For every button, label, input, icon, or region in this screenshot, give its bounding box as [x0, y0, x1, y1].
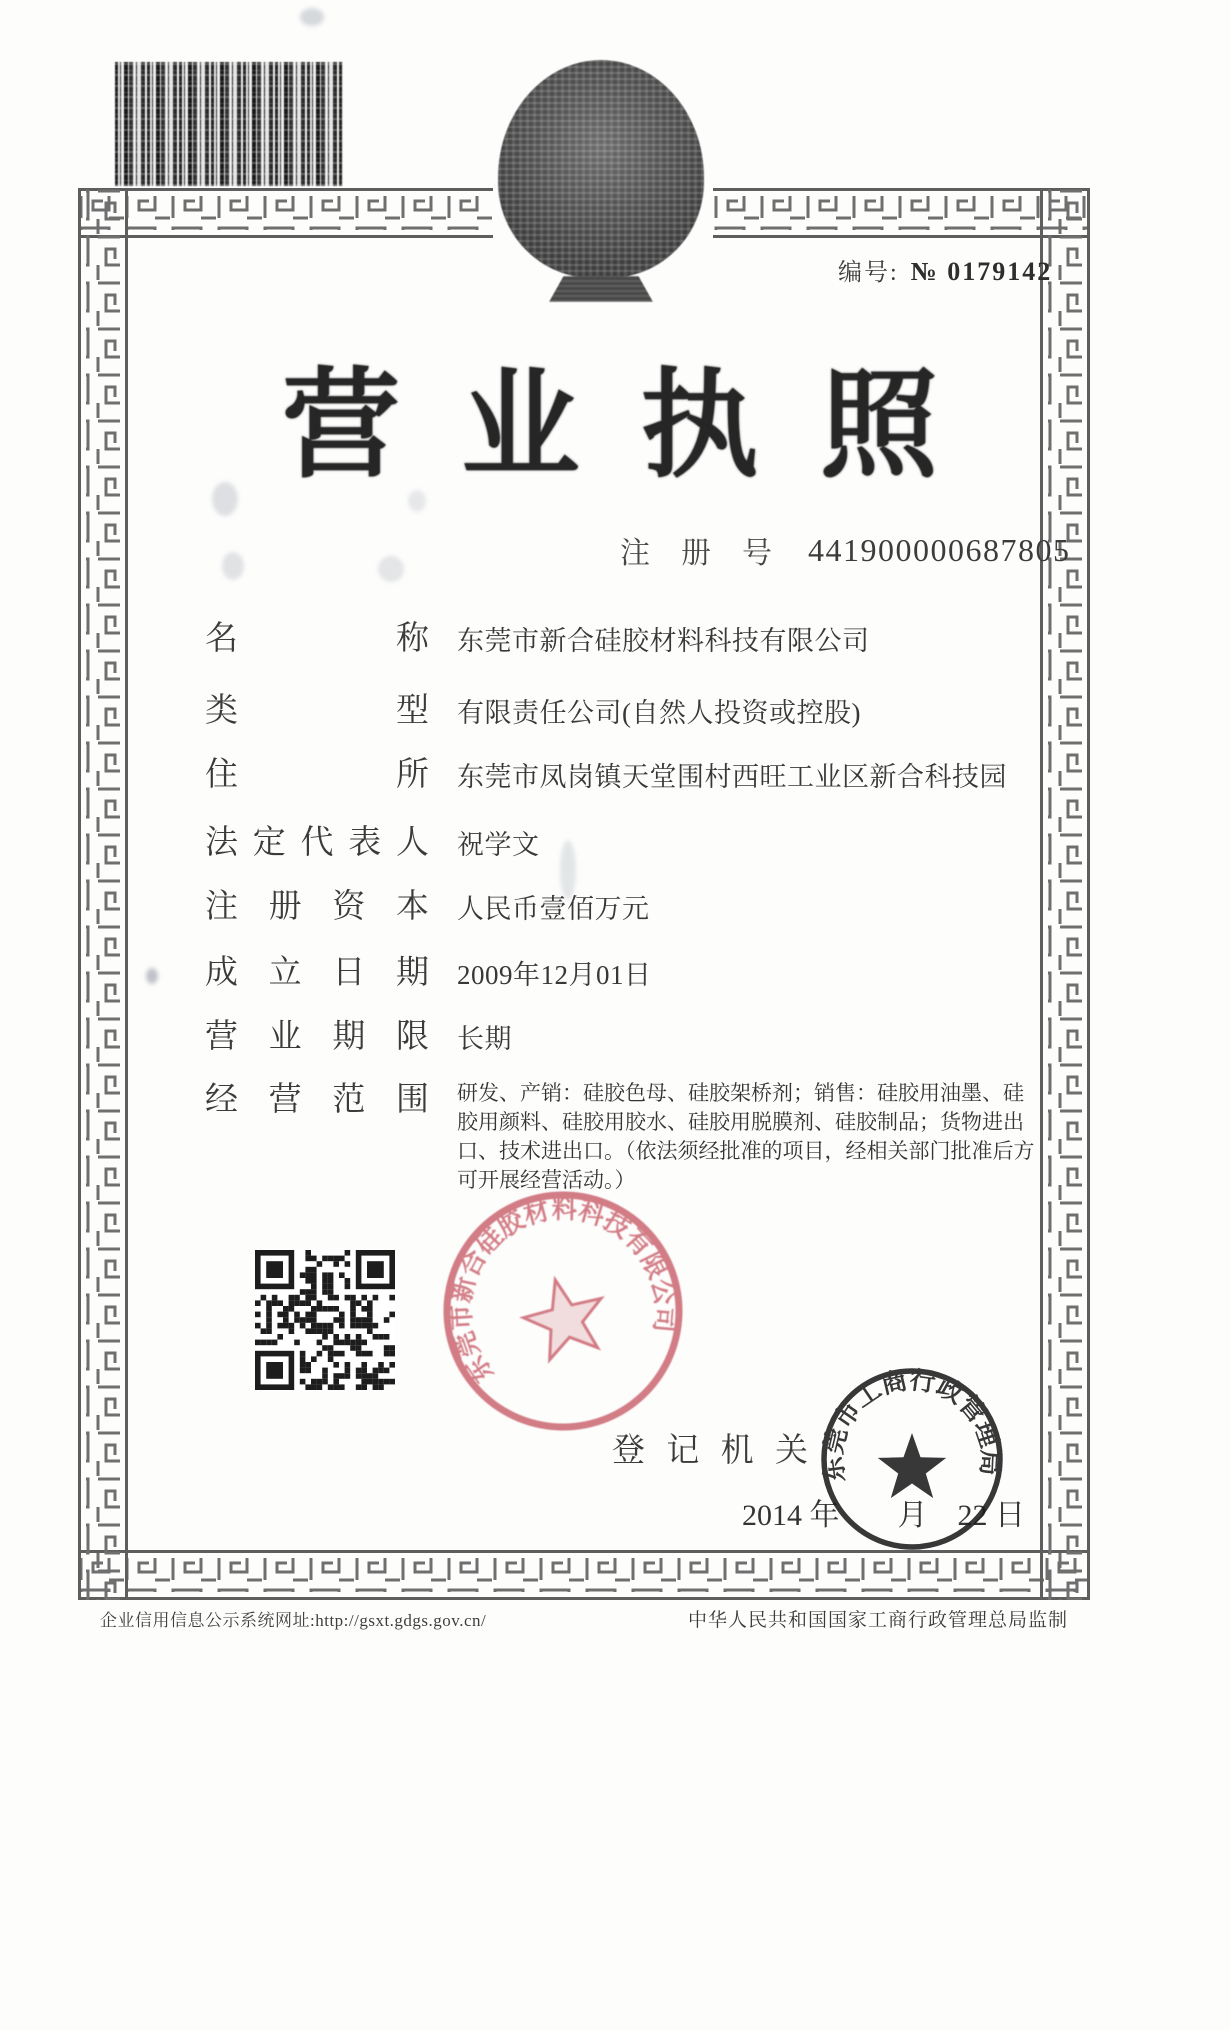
- field-value: 长期: [457, 1024, 512, 1054]
- barcode: [115, 62, 343, 186]
- authority-seal: [792, 1339, 1032, 1579]
- field-label: 营 业 期 限: [205, 1019, 429, 1055]
- field-label: 住 所: [205, 757, 429, 793]
- serial-value: № 0179142: [910, 257, 1053, 286]
- footer-public-info-url: 企业信用信息公示系统网址:http://gsxt.gdgs.gov.cn/: [100, 1611, 487, 1630]
- field-label: 注 册 资 本: [205, 889, 429, 925]
- field-label: 法 定 代 表 人: [205, 825, 429, 861]
- field-row-legal-representative: [205, 816, 1045, 864]
- scan-smudge: [378, 556, 404, 582]
- serial-label: 编号:: [838, 260, 899, 286]
- field-label: 成 立 日 期: [205, 955, 429, 991]
- field-label: 经 营 范 围: [205, 1082, 429, 1118]
- star-icon: [517, 1270, 613, 1363]
- footer-issuing-authority: 中华人民共和国国家工商行政管理总局监制: [688, 1610, 1069, 1631]
- document-title: 营 业 执 照: [282, 361, 938, 492]
- field-label: 类 型: [205, 693, 429, 729]
- serial-number-line: [838, 252, 1052, 287]
- scan-smudge: [300, 8, 324, 26]
- scan-smudge: [408, 490, 426, 512]
- company-seal-text: 东莞市新合硅胶材料科技有限公司: [445, 1193, 681, 1389]
- field-value: 东莞市凤岗镇天堂围村西旺工业区新合科技园: [457, 762, 1007, 792]
- field-label: 名 称: [205, 621, 429, 657]
- field-row-address: [205, 748, 1045, 796]
- field-value: 祝学文: [457, 830, 540, 860]
- issue-date-year: 2014 年: [742, 1499, 840, 1532]
- field-value: 人民币壹佰万元: [457, 894, 650, 924]
- issue-date-month-unit: 月: [897, 1499, 928, 1532]
- national-emblem-icon: [498, 60, 704, 278]
- field-row-business-scope: [205, 1073, 1045, 1192]
- registration-number-line: [620, 528, 1071, 572]
- field-row-type: [205, 684, 1045, 732]
- field-row-business-term: [205, 1010, 1045, 1058]
- field-value: 有限责任公司(自然人投资或控股): [457, 698, 861, 728]
- registration-value: 441900000687805: [808, 531, 1071, 568]
- scan-smudge: [212, 482, 238, 516]
- field-row-registered-capital: [205, 880, 1045, 928]
- star-icon: [878, 1433, 946, 1498]
- field-row-establish-date: [205, 946, 1045, 994]
- registrar-label: 登 记 机 关: [612, 1433, 808, 1469]
- field-value: 研发、产销：硅胶色母、硅胶架桥剂；销售：硅胶用油墨、硅胶用颜料、硅胶用胶水、硅胶用脱膜剂、硅胶制品；货物进出口、技术进出口。（依法须经批准的项目，经相关部门批准后方可开展经营活动。）: [457, 1081, 1035, 1192]
- scan-smudge: [146, 968, 158, 984]
- field-value: 2009年12月01日: [457, 960, 652, 990]
- issue-date-day: 22 日: [957, 1499, 1025, 1532]
- registration-label: 注 册 号: [620, 537, 772, 570]
- qr-code: [255, 1250, 395, 1390]
- field-row-name: [205, 612, 1045, 660]
- field-value: 东莞市新合硅胶材料科技有限公司: [457, 626, 870, 656]
- scan-smudge: [222, 552, 244, 580]
- authority-seal-text: 东莞市工商行政管理局: [820, 1367, 1004, 1485]
